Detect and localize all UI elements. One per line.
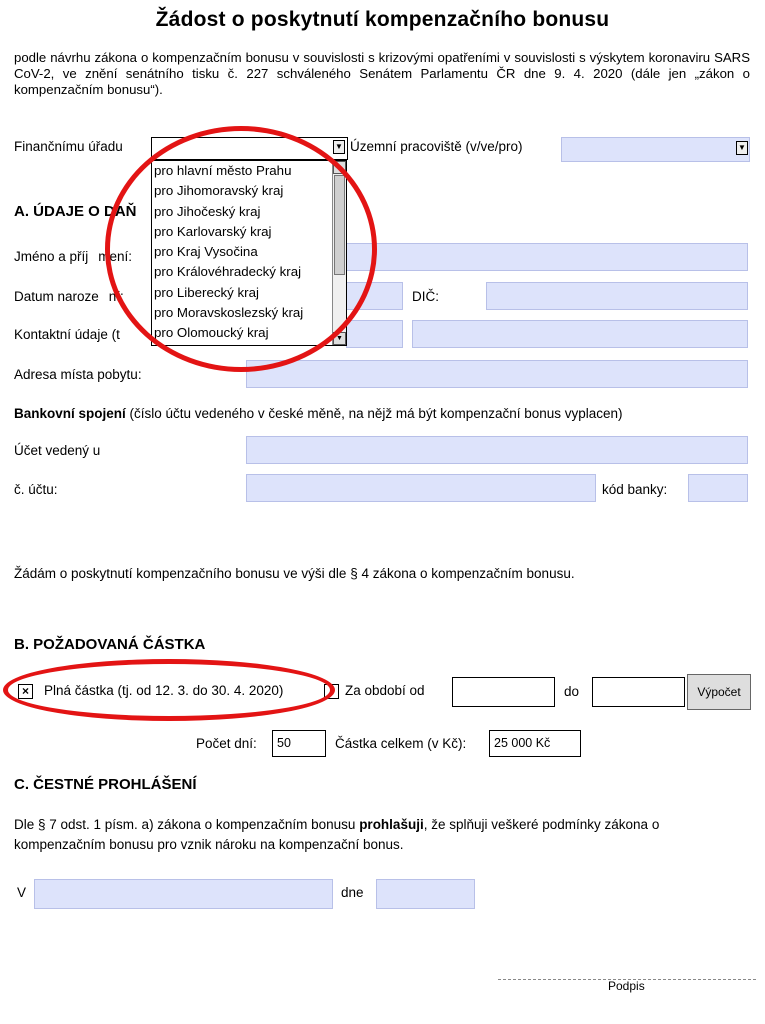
calculate-button[interactable]: Výpočet [687, 674, 751, 710]
dropdown-option[interactable]: pro Jihočeský kraj [154, 203, 261, 219]
signature-label: Podpis [608, 979, 645, 993]
dropdown-option[interactable]: pro Kraj Vysočina [154, 244, 258, 260]
scroll-down-icon[interactable]: ▼ [333, 332, 346, 345]
office-dropdown-arrow-icon[interactable]: ▼ [333, 140, 345, 154]
period-to-label: do [564, 684, 580, 699]
address-field[interactable] [246, 360, 748, 388]
date-label: dne [341, 885, 364, 900]
name-label: Jméno a příj mení: [14, 249, 133, 264]
branch-label: Územní pracoviště (v/ve/pro) [350, 139, 523, 154]
office-dropdown-list[interactable] [151, 160, 347, 346]
dropdown-option[interactable]: pro Královéhradecký kraj [154, 264, 302, 280]
dropdown-option[interactable]: pro Jihomoravský kraj [154, 183, 284, 199]
full-amount-checkbox[interactable]: × [18, 684, 33, 699]
scroll-thumb[interactable] [334, 175, 345, 275]
contact-label: Kontaktní údaje (t [14, 327, 120, 342]
total-field[interactable]: 25 000 Kč [489, 730, 581, 757]
dic-label: DIČ: [412, 289, 439, 304]
period-to-field[interactable] [592, 677, 685, 707]
place-field[interactable] [34, 879, 333, 909]
branch-select[interactable] [561, 137, 750, 162]
phone-field[interactable] [346, 320, 403, 348]
account-number-field[interactable] [246, 474, 596, 502]
section-c-heading: C. ČESTNÉ PROHLÁŠENÍ [14, 776, 197, 793]
bank-code-label: kód banky: [602, 482, 668, 497]
email-field[interactable] [412, 320, 748, 348]
bank-name-label: Účet vedený u [14, 443, 101, 458]
birth-date-field[interactable] [346, 282, 403, 310]
scroll-up-icon[interactable]: ▲ [333, 161, 346, 174]
date-field[interactable] [376, 879, 475, 909]
place-label: V [17, 885, 27, 900]
bank-code-field[interactable] [688, 474, 748, 502]
bank-name-field[interactable] [246, 436, 748, 464]
period-label: Za období od [345, 683, 425, 698]
request-text: Žádám o poskytnutí kompenzačního bonusu ve výši dle § 4 zákona o kompenzačním bonusu. [14, 566, 575, 581]
office-select[interactable] [151, 137, 348, 160]
total-label: Částka celkem (v Kč): [335, 736, 467, 751]
dropdown-option[interactable]: pro Olomoucký kraj [154, 325, 269, 341]
account-number-label: č. účtu: [14, 482, 58, 497]
section-a-heading: A. ÚDAJE O DAŇ [14, 203, 137, 220]
address-label: Adresa místa pobytu: [14, 367, 142, 382]
dic-field[interactable] [486, 282, 748, 310]
branch-dropdown-arrow-icon[interactable]: ▼ [736, 141, 748, 155]
days-field[interactable]: 50 [272, 730, 326, 757]
section-b-heading: B. POŽADOVANÁ ČÁSTKA [14, 636, 206, 653]
declaration-text: Dle § 7 odst. 1 písm. a) zákona o kompenzačním bonusu prohlašuji, že splňuji veškeré podmínky zákona o kompenzačním bonusu pro vznik nároku na kompenzační bonus. [14, 817, 660, 852]
period-from-field[interactable] [452, 677, 555, 707]
full-amount-label: Plná částka (tj. od 12. 3. do 30. 4. 2020) [44, 683, 284, 698]
days-label: Počet dní: [196, 736, 257, 751]
page-title: Žádost o poskytnutí kompenzačního bonusu [155, 8, 610, 31]
intro-text: podle návrhu zákona o kompenzačním bonusu v souvislosti s krizovými opatřeními v souvislosti s výskytem koronaviru SARS CoV-2, ve znění senátního tisku č. 227 schváleného Senátem Parlamentu ČR dne 9. 4. 2020 (dále jen „zákon o kompenzačním bonusu“). [14, 50, 750, 97]
dropdown-option[interactable]: pro Karlovarský kraj [154, 223, 272, 239]
dropdown-scrollbar[interactable] [332, 161, 346, 345]
dropdown-option[interactable]: pro Liberecký kraj [154, 284, 259, 300]
office-label: Finančnímu úřadu [14, 139, 123, 154]
period-checkbox[interactable] [324, 684, 339, 699]
dropdown-option[interactable]: pro hlavní město Prahu [154, 163, 292, 178]
bank-heading: Bankovní spojení (číslo účtu vedeného v české měně, na nějž má být kompenzační bonus vyplacen) [14, 406, 623, 421]
birth-date-label: Datum naroze ní: [14, 289, 124, 304]
dropdown-option[interactable]: pro Moravskoslezský kraj [154, 305, 304, 321]
